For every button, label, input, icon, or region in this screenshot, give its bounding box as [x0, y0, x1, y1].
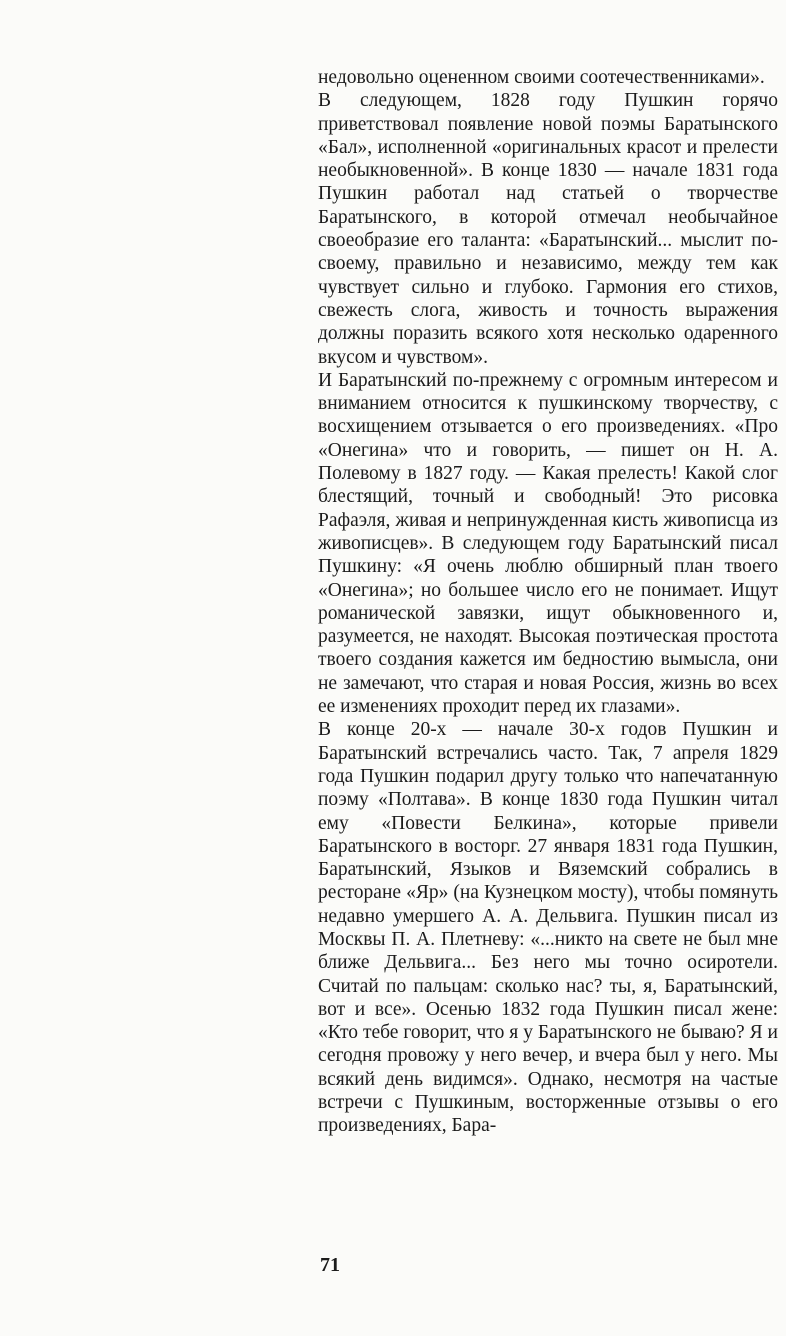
page-number: 71 [320, 1254, 340, 1276]
paragraph-1: недовольно оцененном своими соотечественниками». [318, 67, 765, 88]
paragraph-4: В конце 20-х — начале 30-х годов Пушкин и Баратынский встречались часто. Так, 7 апреля 1829 года Пушкин подарил другу только что напечатанную поэму «Полтава». В конце 1830 года Пушкин читал ему «Повести Белкина», которые привели Баратынского в восторг. 27 января 1831 года Пушкин, Баратынский, Языков и Вяземский собрались в ресторане «Яр» (на Кузнецком мосту), чтобы помянуть недавно умершего А. А. Дельвига. Пушкин писал из Москвы П. А. Плетневу: «...никто на свете не был мне ближе Дельвига... Без него мы точно осиротели. Считай по пальцам: сколько нас? ты, я, Баратынский, вот и все». Осенью 1832 года Пушкин писал жене: «Кто тебе говорит, что я у Баратынского не бываю? Я и сегодня провожу у него вечер, и вчера был у него. Мы всякий день видимся». Однако, несмотря на частые встречи с Пушкиным, восторженные отзывы о его произведениях, Бара- [318, 719, 778, 1137]
paragraph-3: И Баратынский по-прежнему с огромным интересом и вниманием относится к пушкинскому творчеству, с восхищением отзывается о его произведениях. «Про «Онегина» что и говорить, — пишет он Н. А. Полевому в 1827 году. — Какая прелесть! Какой слог блестящий, точный и свободный! Это рисовка Рафаэля, живая и непринужденная кисть живописца из живописцев». В следующем году Баратынский писал Пушкину: «Я очень люблю обширный план твоего «Онегина»; но большее число его не понимает. Ищут романической завязки, ищут обыкновенного и, разумеется, не находят. Высокая поэтическая простота твоего создания кажется им бедностию вымысла, они не замечают, что старая и новая Россия, жизнь во всех ее изменениях проходит перед их глазами». [318, 369, 778, 718]
paragraph-2: В следующем, 1828 году Пушкин горячо приветствовал появление новой поэмы Баратынского «Бал», исполненной «оригинальных красот и прелести необыкновенной». В конце 1830 — начале 1831 года Пушкин работал над статьей о творчестве Баратынского, в которой отмечал необычайное своеобразие его таланта: «Баратынский... мыслит по-своему, правильно и независимо, между тем как чувствует сильно и глубоко. Гармония его стихов, свежесть слога, живость и точность выражения должны поразить всякого хотя несколько одаренного вкусом и чувством». [318, 90, 778, 368]
text-column [318, 66, 778, 1138]
